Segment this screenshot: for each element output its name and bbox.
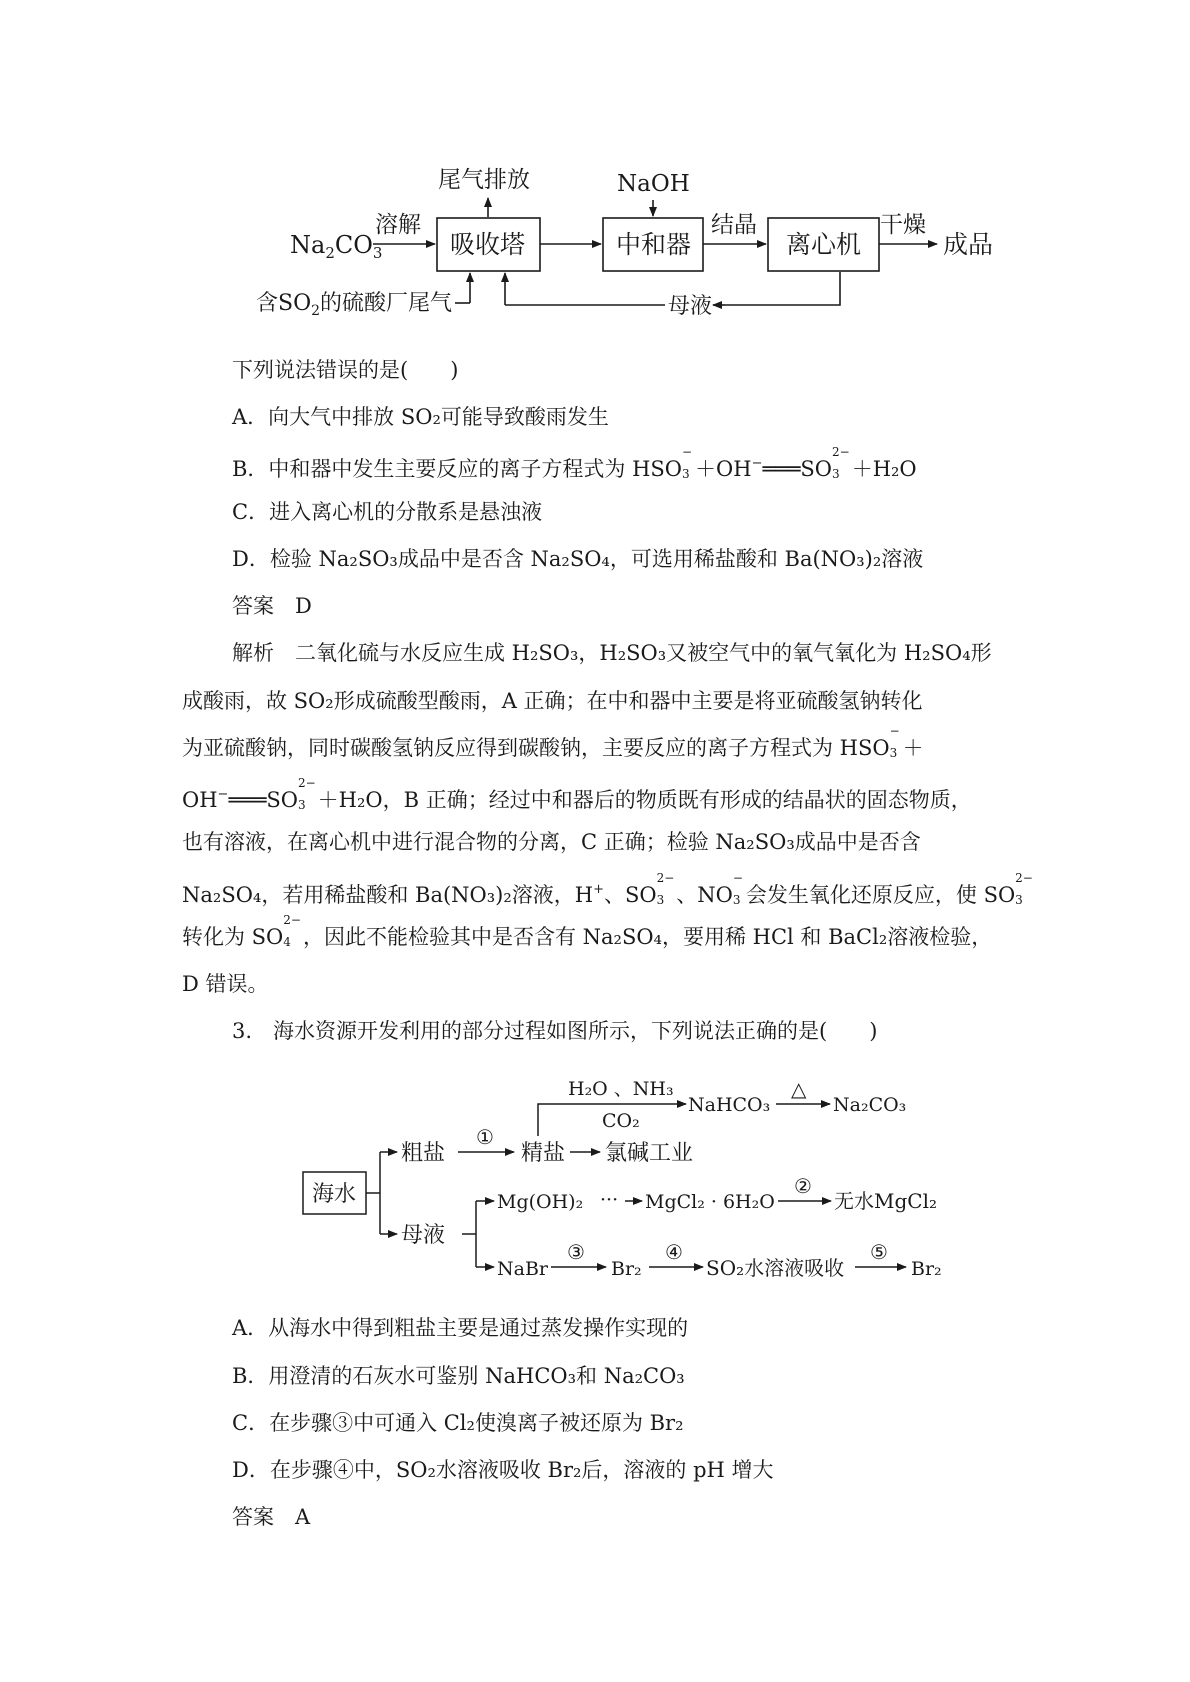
so2-absorb-label: SO₂水溶液吸收 [706,1256,845,1280]
dry-label: 干燥 [880,212,926,238]
q3-answer: 答案 A [232,1505,311,1529]
step5-label: ⑤ [870,1240,888,1264]
q3-option-a: A．从海水中得到粗盐主要是通过蒸发操作实现的 [232,1316,689,1340]
absorption-tower-label: 吸收塔 [450,230,526,259]
q3-option-c: C．在步骤③中可通入 Cl₂使溴离子被还原为 Br₂ [232,1411,684,1435]
co2-label: CO₂ [602,1110,640,1132]
chlor-alkali-label: 氯碱工业 [605,1141,694,1166]
q2-explanation-line-4: OH−═══SO 2− 3 ＋H₂O，B 正确；经过中和器后的物质既有形成的结晶状的固态物质， [182,776,972,812]
q2-explanation-line-8: D 错误。 [182,972,269,996]
nahco3-label: NaHCO₃ [688,1094,771,1116]
centrifuge-label: 离心机 [786,230,862,259]
q2-explanation-line-1: 解析 二氧化硫与水反应生成 H₂SO₃，H₂SO₃又被空气中的氧气氧化为 H₂SO₄形 [232,641,992,665]
neutralizer-label: 中和器 [616,230,692,259]
q2-stem: 下列说法错误的是( ) [232,358,459,382]
step2-label: ② [794,1174,812,1198]
mgoh2-label: Mg(OH)₂ [497,1191,584,1213]
q2-option-b: B．中和器中发生主要反应的离子方程式为 HSO − 3 ＋OH−═══SO 2− 3 ＋H₂O [232,445,917,481]
step1-label: ① [476,1125,494,1149]
q2-explanation-line-7: 转化为 SO 2− 4 ，因此不能检验其中是否含有 Na₂SO₄，要用稀 HCl 和 BaCl₂溶液检验， [182,913,993,949]
dots-label: ··· [600,1189,619,1211]
q2-explanation-line-2: 成酸雨，故 SO₂形成硫酸型酸雨，A 正确；在中和器中主要是将亚硫酸氢钠转化 [182,689,923,713]
step4-label: ④ [665,1240,683,1264]
q2-option-a: A．向大气中排放 SO₂可能导致酸雨发生 [232,405,609,429]
naoh-label: NaOH [617,171,690,197]
q3-stem: 3. 海水资源开发利用的部分过程如图所示，下列说法正确的是( ) [232,1019,878,1043]
br2-label-b: Br₂ [911,1258,942,1280]
process-flow-diagram [0,0,1190,330]
q2-option-c: C．进入离心机的分散系是悬浊液 [232,500,543,524]
heat-label: △ [791,1077,807,1101]
feed-gas-label: 含$SO_2$的硫酸厂尾气 [256,291,453,319]
crude-salt-label: 粗盐 [401,1141,446,1166]
q3-option-d: D．在步骤④中，SO₂水溶液吸收 Br₂后，溶液的 pH 增大 [232,1458,774,1482]
step3-label: ③ [567,1240,585,1264]
na2co3-label: $Na_2CO_3$ [290,231,383,262]
q2-option-d: D．检验 Na₂SO₃成品中是否含 Na₂SO₄，可选用稀盐酸和 Ba(NO₃)₂溶液 [232,547,924,571]
q2-answer: 答案 D [232,594,312,618]
tail-exhaust-label: 尾气排放 [438,167,530,193]
line-mother-liquor-a [725,272,840,305]
branch-refined-salt [538,1104,552,1136]
q2-explanation-line-3: 为亚硫酸钠，同时碳酸氢钠反应得到碳酸钠，主要反应的离子方程式为 HSO − 3 ＋ [182,724,924,760]
h2o-nh3-label: H₂O 、NH₃ [568,1078,674,1100]
refined-salt-label: 精盐 [521,1141,566,1166]
crystallize-label: 结晶 [711,212,757,238]
na2co3-product-label: Na₂CO₃ [833,1094,907,1116]
seawater-flow-diagram [0,1070,1190,1300]
mother-liquor-label: 母液 [668,294,713,319]
anhydrous-mgcl2-label: 无水MgCl₂ [834,1189,937,1213]
dissolve-label: 溶解 [375,212,421,238]
mother-liquor-label-2: 母液 [401,1223,446,1248]
q2-explanation-line-5: 也有溶液，在离心机中进行混合物的分离，C 正确；检验 Na₂SO₃成品中是否含 [182,830,921,854]
mgcl2-hydrate-label: MgCl₂ · 6H₂O [645,1191,775,1213]
q3-option-b: B．用澄清的石灰水可鉴别 NaHCO₃和 Na₂CO₃ [232,1364,685,1388]
q2-explanation-line-6: Na₂SO₄，若用稀盐酸和 Ba(NO₃)₂溶液，H+、SO 2− 3 、NO − 3 会发生氧化还原反应，使 SO 2− 3 [182,871,1033,907]
product-label: 成品 [943,230,994,259]
br2-label-a: Br₂ [611,1258,642,1280]
seawater-label: 海水 [312,1182,357,1207]
nabr-label: NaBr [497,1258,548,1280]
